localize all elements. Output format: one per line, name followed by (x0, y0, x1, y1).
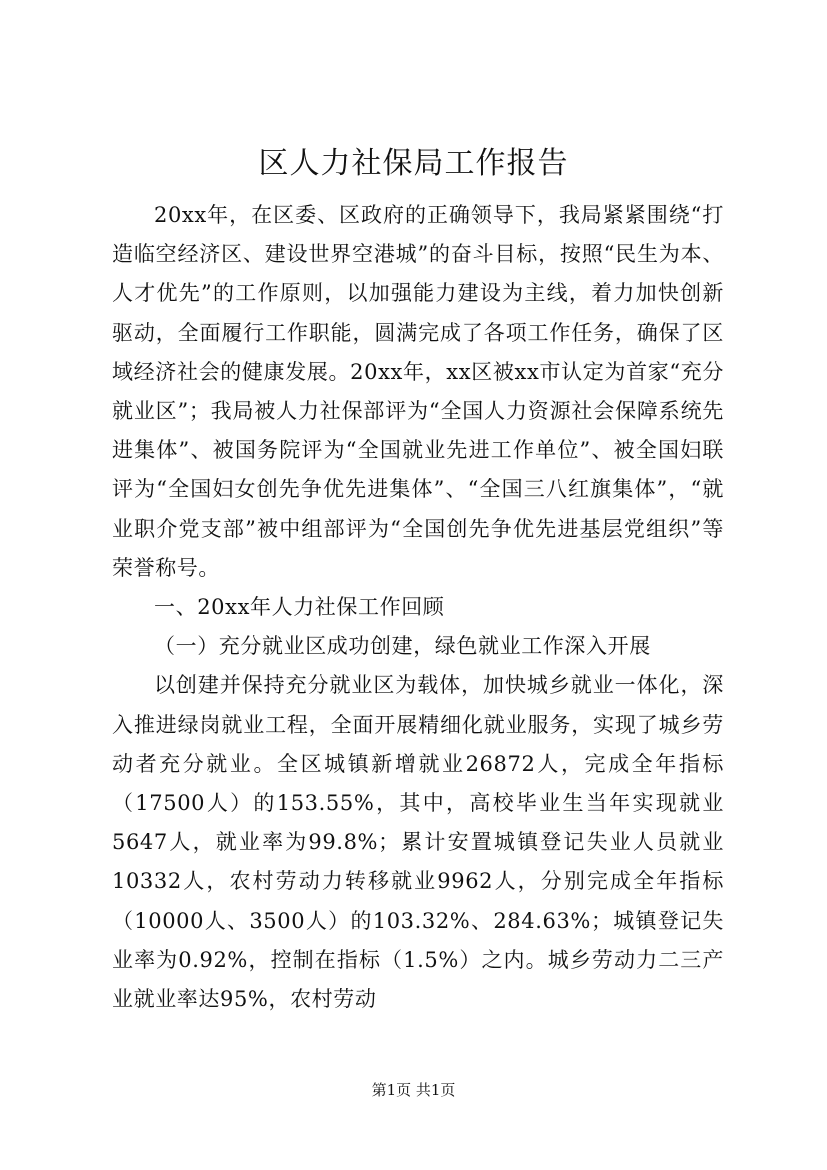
section-paragraph: 以创建并保持充分就业区为载体，加快城乡就业一体化，深入推进绿岗就业工程，全面开展精细化就业服务，实现了城乡劳动者充分就业。全区城镇新增就业26872人，完成全年指标（17500人）的153.55%，其中，高校毕业生当年实现就业5647人，就业率为99.8%；累计安置城镇登记失业人员就业10332人，农村劳动力转移就业9962人，分别完成全年指标（10000人、3500人）的103.32%、284.63%；城镇登记失业率为0.92%，控制在指标（1.5%）之内。城乡劳动力二三产业就业率达95%，农村劳动 (112, 673, 724, 1012)
intro-paragraph: 20xx年，在区委、区政府的正确领导下，我局紧紧围绕“打造临空经济区、建设世界空港城”的奋斗目标，按照“民生为本、人才优先”的工作原则，以加强能力建设为主线，着力加快创新驱动，全面履行工作职能，圆满完成了各项工作任务，确保了区域经济社会的健康发展。20xx年，xx区被xx市认定为首家“充分就业区”；我局被人力社保部评为“全国人力资源社会保障系统先进集体”、被国务院评为“全国就业先进工作单位”、被全国妇联评为“全国妇女创先争优先进集体”、“全国三八红旗集体”，“就业职介党支部”被中组部评为“全国创先争优先进基层党组织”等荣誉称号。 (112, 203, 724, 580)
section-heading: 一、20xx年人力社保工作回顾 (154, 595, 445, 620)
page-footer: 第1页 共1页 (371, 1081, 456, 1099)
subsection-heading: （一）充分就业区成功创建，绿色就业工作深入开展 (154, 634, 651, 659)
document-title: 区人力社保局工作报告 (258, 146, 569, 181)
document-body (112, 196, 724, 1019)
